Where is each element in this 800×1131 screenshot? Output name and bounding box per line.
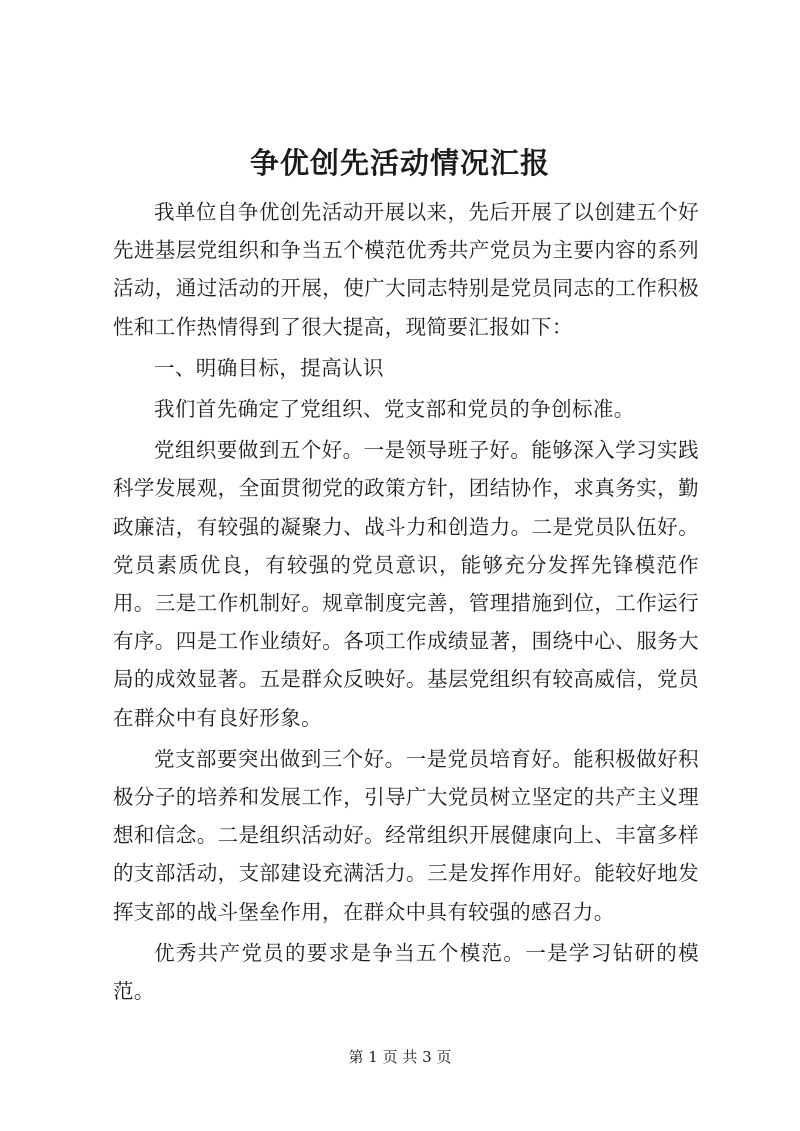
paragraph-party-branch: 党支部要突出做到三个好。一是党员培育好。能积极做好积极分子的培养和发展工作，引导广大党员树立坚定的共产主义理想和信念。二是组织活动好。经常组织开展健康向上、丰富多样的支部活动，支部建设充满活力。三是发挥作用好。能较好地发挥支部的战斗堡垒作用，在群众中具有较强的感召力。 [113,746,699,924]
paragraph-intro: 我单位自争优创先活动开展以来，先后开展了以创建五个好先进基层党组织和争当五个模范优秀共产党员为主要内容的系列活动，通过活动的开展，使广大同志特别是党员同志的工作积极性和工作热情得到了很大提高，现简要汇报如下： [113,200,699,339]
paragraph-party-org: 党组织要做到五个好。一是领导班子好。能够深入学习实践科学发展观，全面贯彻党的政策方针，团结协作，求真务实，勤政廉洁，有较强的凝聚力、战斗力和创造力。二是党员队伍好。党员素质优良，有较强的党员意识，能够充分发挥先锋模范作用。三是工作机制好。规章制度完善，管理措施到位，工作运行有序。四是工作业绩好。各项工作成绩显著，围绕中心、服务大局的成效显著。五是群众反映好。基层党组织有较高威信，党员在群众中有良好形象。 [113,438,699,730]
document-body [113,193,699,1010]
paragraph-standards: 我们首先确定了党组织、党支部和党员的争创标准。 [154,397,635,422]
paragraph-party-members: 优秀共产党员的要求是争当五个模范。一是学习钻研的模范。 [113,940,699,1004]
page-footer: 第 1 页 共 3 页 [348,1048,452,1066]
section-heading: 一、明确目标，提高认识 [154,355,384,380]
document-title: 争优创先活动情况汇报 [249,146,550,180]
